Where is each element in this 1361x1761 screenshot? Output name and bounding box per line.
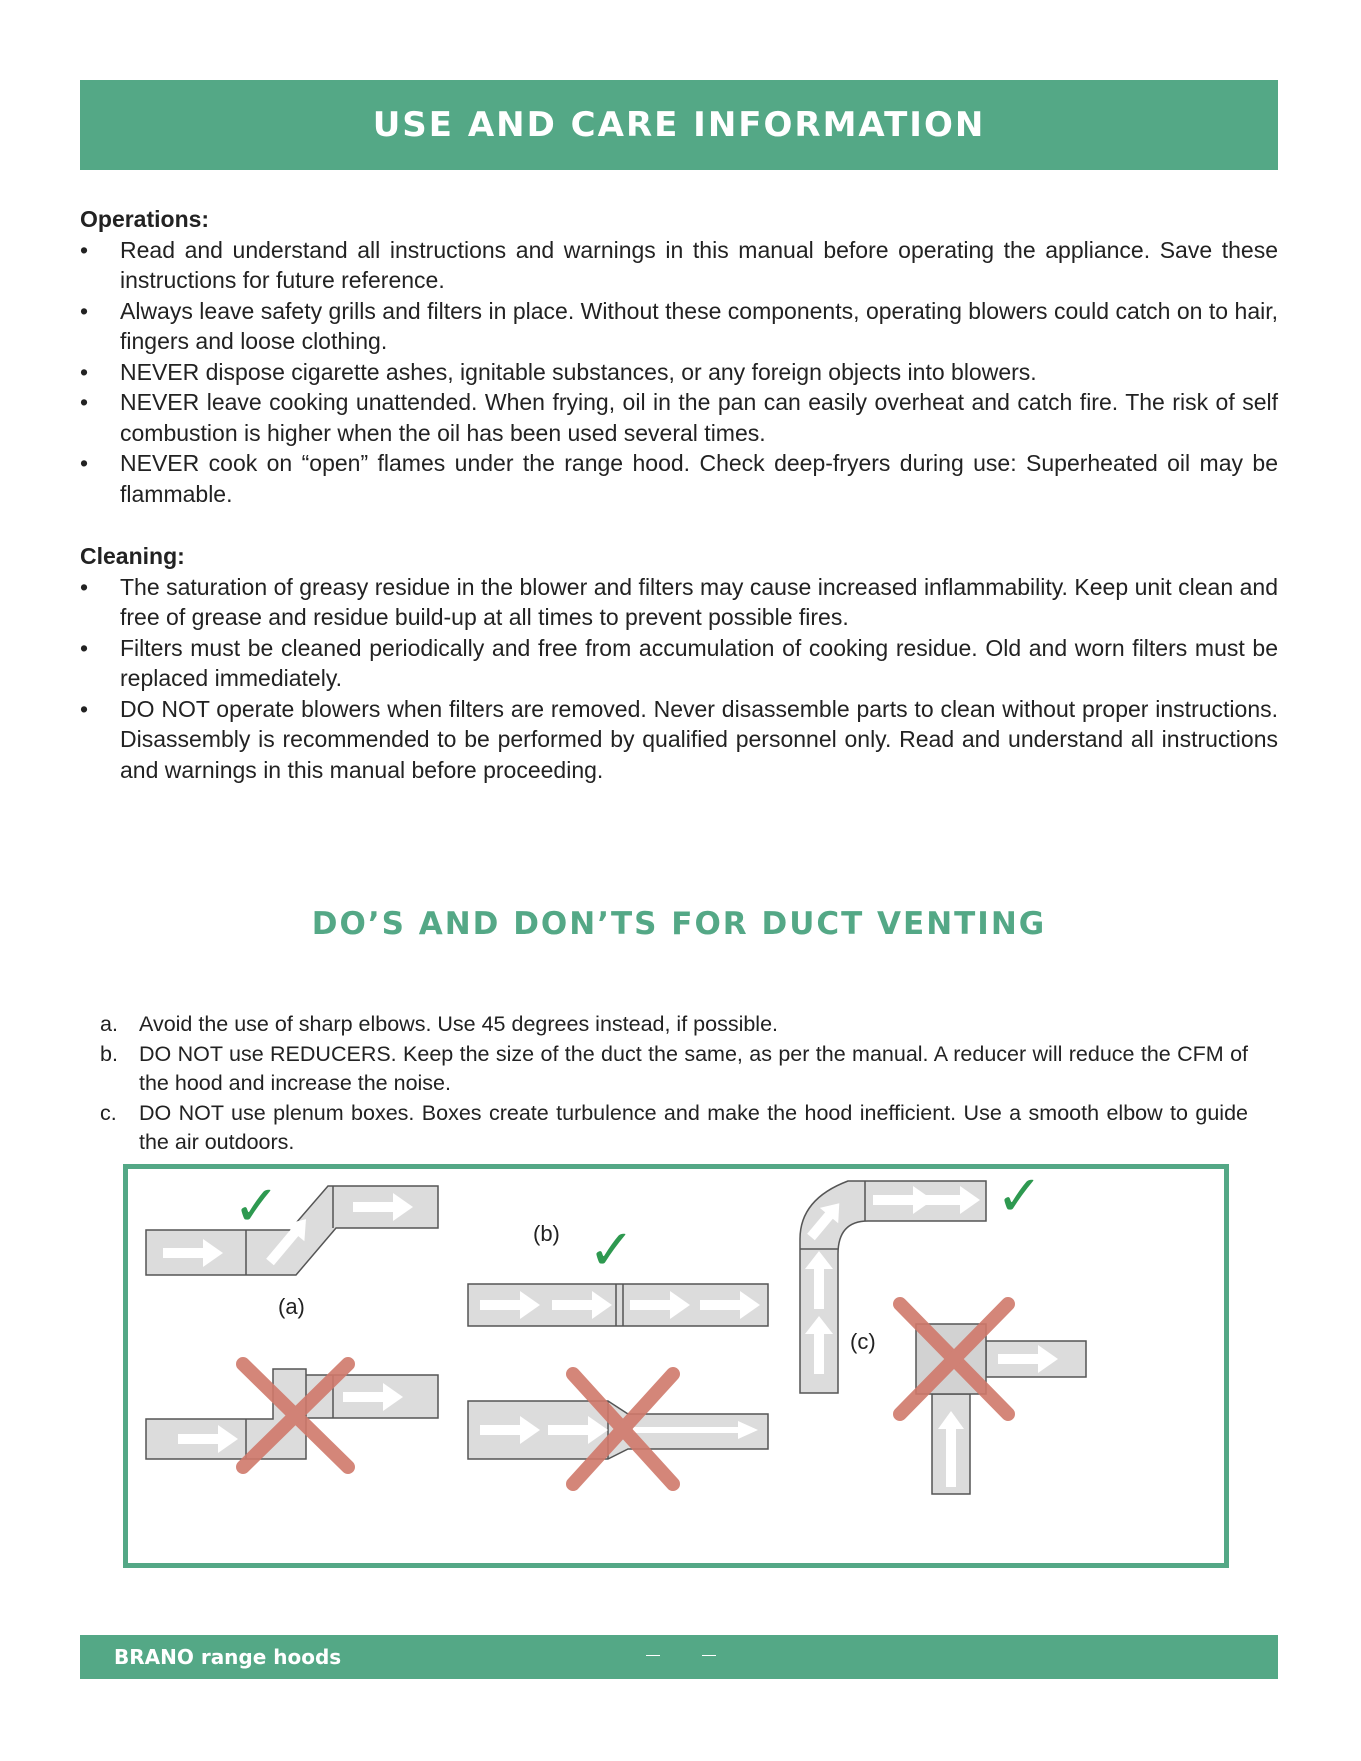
list-item xyxy=(80,387,1278,448)
duct-diagram-illustration xyxy=(128,1169,1224,1563)
list-item-text: Avoid the use of sharp elbows. Use 45 degrees instead, if possible. xyxy=(139,1012,779,1036)
footer-brand: BRANO range hoods xyxy=(114,1645,342,1669)
bullet-mark: • xyxy=(80,358,89,385)
label-b: (b) xyxy=(533,1221,560,1246)
bullet-mark: • xyxy=(80,634,89,661)
duct-diagram xyxy=(123,1164,1229,1568)
list-item-text: DO NOT use REDUCERS. Keep the size of the duct the same, as per the manual. A reducer will reduce the CFM of the hood and increase the noise. xyxy=(139,1041,1248,1095)
operations-heading: Operations: xyxy=(80,206,210,232)
footer-bar xyxy=(80,1635,1278,1679)
list-item xyxy=(80,357,1278,388)
cleaning-heading: Cleaning: xyxy=(80,543,185,569)
duct-venting-list xyxy=(100,1010,1248,1158)
operations-list xyxy=(80,235,1278,510)
bullet-mark: • xyxy=(80,389,89,415)
list-item-text: NEVER leave cooking unattended. When frying, oil in the pan can easily overheat and catch fire. The risk of self combustion is higher when the oil has been used several times. xyxy=(120,389,1278,446)
bullet-mark: • xyxy=(80,450,89,476)
list-item xyxy=(80,572,1278,633)
footer-dash xyxy=(702,1655,716,1656)
list-item-text: DO NOT operate blowers when filters are removed. Never disassemble parts to clean without proper instructions. Disassembly is recommended to be performed by qualified personnel only. Read and understand all instructions and warnings in this manual before proceeding. xyxy=(120,695,1278,783)
list-marker: b. xyxy=(100,1041,118,1066)
operations-section xyxy=(80,204,1278,509)
cleaning-list xyxy=(80,572,1278,786)
list-item-text: Always leave safety grills and filters in place. Without these components, operating blowers could catch on to hair, fingers and loose clothing. xyxy=(120,297,1278,354)
list-item xyxy=(80,448,1278,509)
list-item xyxy=(80,633,1278,694)
list-item xyxy=(80,235,1278,296)
list-item-text: DO NOT use plenum boxes. Boxes create turbulence and make the hood inefficient. Use a smooth elbow to guide the air outdoors. xyxy=(139,1100,1248,1154)
bullet-mark: • xyxy=(80,236,89,263)
list-item xyxy=(100,1040,1248,1099)
cleaning-section xyxy=(80,541,1278,785)
list-marker: a. xyxy=(100,1012,118,1036)
list-item xyxy=(80,694,1278,786)
list-item xyxy=(80,296,1278,357)
bullet-mark: • xyxy=(80,297,89,324)
bullet-mark: • xyxy=(80,695,89,722)
list-item xyxy=(100,1099,1248,1158)
bullet-mark: • xyxy=(80,573,89,600)
label-a: (a) xyxy=(278,1294,305,1319)
page-title: USE AND CARE INFORMATION xyxy=(372,105,986,145)
check-mark-b: ✓ xyxy=(588,1218,635,1283)
list-item-text: Read and understand all instructions and warnings in this manual before operating the appliance. Save these instructions for future reference. xyxy=(120,236,1278,293)
duct-venting-title: DO’S AND DON’TS FOR DUCT VENTING xyxy=(311,906,1047,942)
list-item-text: Filters must be cleaned periodically and free from accumulation of cooking residue. Old and worn filters must be replaced immediately. xyxy=(120,634,1278,691)
duct-45-degree-elbow xyxy=(146,1186,438,1275)
label-c: (c) xyxy=(850,1329,876,1354)
list-item-text: NEVER dispose cigarette ashes, ignitable substances, or any foreign objects into blowers. xyxy=(120,358,1037,385)
list-marker: c. xyxy=(100,1100,117,1125)
footer-dash xyxy=(646,1655,660,1656)
duct-straight-same-size xyxy=(468,1284,768,1326)
header-banner xyxy=(80,80,1278,170)
check-mark-a: ✓ xyxy=(233,1174,280,1239)
check-mark-c: ✓ xyxy=(996,1169,1043,1229)
list-item-text: NEVER cook on “open” flames under the range hood. Check deep-fryers during use: Superheated oil may be flammable. xyxy=(120,450,1278,507)
list-item xyxy=(100,1010,1248,1040)
list-item-text: The saturation of greasy residue in the blower and filters may cause increased inflammability. Keep unit clean and free of grease and residue build-up at all times to prevent possible fires. xyxy=(120,573,1278,630)
